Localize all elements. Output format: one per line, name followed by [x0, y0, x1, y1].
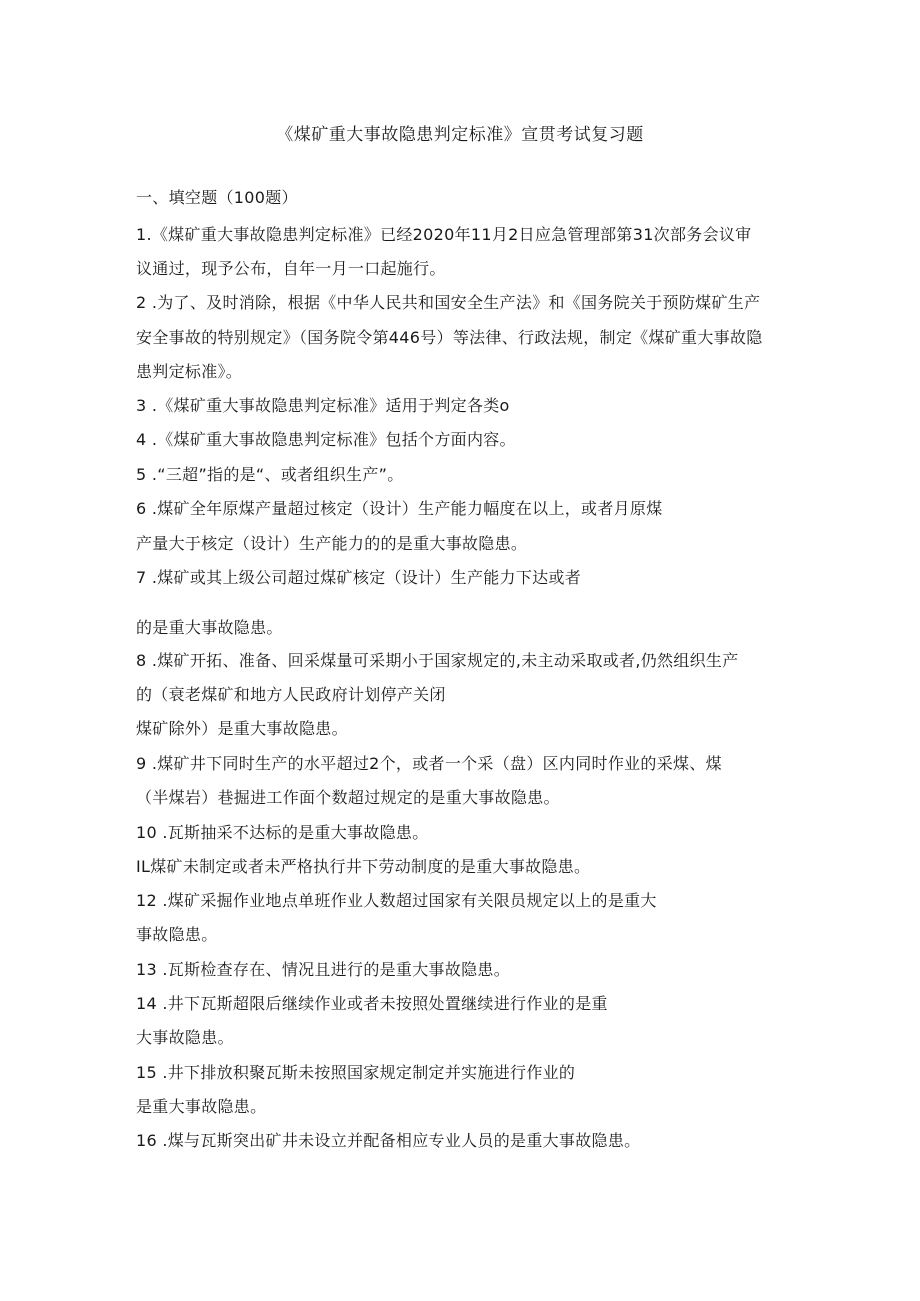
text-line: 9 .煤矿井下同时生产的水平超过2个，或者一个采（盘）区内同时作业的采煤、煤 — [136, 754, 722, 773]
text-line: 安全事故的特别规定》（国务院令第446号）等法律、行政法规，制定《煤矿重大事故隐 — [136, 328, 763, 347]
section-heading: 一、填空题（100题） — [136, 188, 298, 207]
text-line: 3 .《煤矿重大事故隐患判定标准》适用于判定各类o — [136, 396, 510, 415]
text-line: 1.《煤矿重大事故隐患判定标准》已经2020年11月2日应急管理部第31次部务会议审 — [136, 225, 752, 244]
text-line: 7 .煤矿或其上级公司超过煤矿核定（设计）生产能力下达或者 — [136, 568, 582, 587]
text-line: 4 .《煤矿重大事故隐患判定标准》包括个方面内容。 — [136, 430, 516, 449]
text-line: （半煤岩）巷掘进工作面个数超过规定的是重大事故隐患。 — [136, 788, 560, 807]
text-line: IL煤矿未制定或者未严格执行井下劳动制度的是重大事故隐患。 — [136, 857, 591, 876]
text-line: 15 .井下排放积聚瓦斯未按照国家规定制定并实施进行作业的 — [136, 1063, 576, 1082]
text-line: 6 .煤矿全年原煤产量超过核定（设计）生产能力幅度在以上，或者月原煤 — [136, 499, 663, 518]
text-line: 2 .为了、及时消除，根据《中华人民共和国安全生产法》和《国务院关于预防煤矿生产 — [136, 293, 761, 312]
text-line: 患判定标准》。 — [136, 362, 243, 381]
text-line: 煤矿除外）是重大事故隐患。 — [136, 719, 348, 738]
text-line: 的是重大事故隐患。 — [136, 618, 283, 637]
text-line: 12 .煤矿采掘作业地点单班作业人数超过国家有关限员规定以上的是重大 — [136, 891, 657, 910]
text-line: 议通过，现予公布，自年一月一口起施行。 — [136, 259, 446, 278]
text-line: 大事故隐患。 — [136, 1028, 234, 1047]
text-line: 10 .瓦斯抽采不达标的是重大事故隐患。 — [136, 823, 429, 842]
text-line: 是重大事故隐患。 — [136, 1097, 267, 1116]
text-line: 产量大于核定（设计）生产能力的的是重大事故隐患。 — [136, 534, 528, 553]
text-line: 14 .井下瓦斯超限后继续作业或者未按照处置继续进行作业的是重 — [136, 994, 608, 1013]
document-title: 《煤矿重大事故隐患判定标准》宣贯考试复习题 — [276, 125, 644, 145]
text-line: 5 .“三超”指的是“、或者组织生产”。 — [136, 465, 404, 484]
text-line: 的（衰老煤矿和地方人民政府计划停产关闭 — [136, 685, 446, 704]
text-line: 13 .瓦斯检查存在、情况且进行的是重大事故隐患。 — [136, 960, 511, 979]
text-line: 16 .煤与瓦斯突出矿井未设立并配备相应专业人员的是重大事故隐患。 — [136, 1131, 641, 1150]
text-line: 8 .煤矿开拓、准备、回采煤量可采期小于国家规定的,未主动采取或者,仍然组织生产 — [136, 651, 739, 670]
text-line: 事故隐患。 — [136, 925, 218, 944]
